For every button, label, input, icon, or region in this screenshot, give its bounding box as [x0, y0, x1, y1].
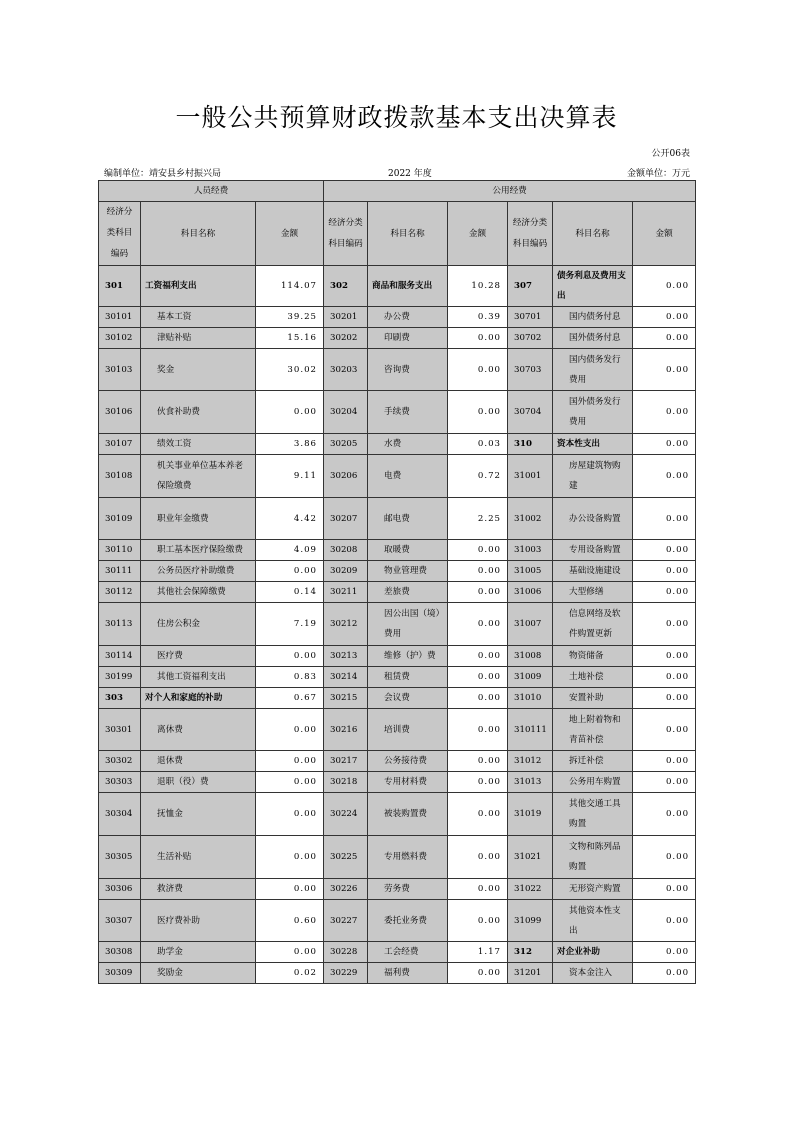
item-code: 31010 — [508, 688, 553, 709]
item-amount: 0.00 — [633, 498, 696, 540]
item-name: 救济费 — [141, 879, 256, 900]
item-name: 其他工资福利支出 — [141, 667, 256, 688]
item-name: 住房公积金 — [141, 603, 256, 646]
item-amount: 3.86 — [256, 434, 324, 455]
item-amount: 0.00 — [633, 772, 696, 793]
item-name: 国内债务付息 — [553, 307, 633, 328]
item-name: 委托业务费 — [368, 900, 448, 942]
item-name: 职业年金缴费 — [141, 498, 256, 540]
item-name: 奖金 — [141, 349, 256, 391]
item-code: 31006 — [508, 582, 553, 603]
item-code: 31002 — [508, 498, 553, 540]
header-amount: 金额 — [633, 202, 696, 266]
item-name: 咨询费 — [368, 349, 448, 391]
item-code: 31022 — [508, 879, 553, 900]
item-amount: 0.00 — [256, 942, 324, 963]
item-name: 维修（护）费 — [368, 646, 448, 667]
item-amount: 0.00 — [633, 561, 696, 582]
item-name: 其他资本性支出 — [553, 900, 633, 942]
item-name: 退休费 — [141, 751, 256, 772]
item-amount: 0.00 — [256, 772, 324, 793]
item-code: 31008 — [508, 646, 553, 667]
item-name: 职工基本医疗保险缴费 — [141, 540, 256, 561]
item-amount: 114.07 — [256, 266, 324, 307]
item-amount: 0.00 — [448, 793, 508, 836]
item-code: 30199 — [99, 667, 141, 688]
table-row — [99, 455, 696, 498]
item-amount: 0.00 — [633, 836, 696, 879]
item-code: 30113 — [99, 603, 141, 646]
item-amount: 30.02 — [256, 349, 324, 391]
item-name: 水费 — [368, 434, 448, 455]
item-code: 30109 — [99, 498, 141, 540]
table-row — [99, 772, 696, 793]
item-name: 安置补助 — [553, 688, 633, 709]
item-code: 30110 — [99, 540, 141, 561]
item-code: 30102 — [99, 328, 141, 349]
header-code: 经济分类科目编码 — [324, 202, 368, 266]
item-amount: 0.00 — [448, 349, 508, 391]
item-amount: 0.00 — [448, 561, 508, 582]
item-amount: 0.00 — [633, 434, 696, 455]
header-name: 科目名称 — [141, 202, 256, 266]
item-code: 30702 — [508, 328, 553, 349]
item-amount: 0.00 — [633, 540, 696, 561]
item-code: 30303 — [99, 772, 141, 793]
table-row — [99, 793, 696, 836]
item-name: 退职（役）费 — [141, 772, 256, 793]
item-amount: 39.25 — [256, 307, 324, 328]
item-name: 差旅费 — [368, 582, 448, 603]
item-amount: 0.00 — [633, 349, 696, 391]
item-amount: 0.00 — [256, 646, 324, 667]
item-amount: 0.00 — [633, 646, 696, 667]
item-name: 房屋建筑物购建 — [553, 455, 633, 498]
item-amount: 9.11 — [256, 455, 324, 498]
item-code: 310111 — [508, 709, 553, 751]
item-name: 医疗费 — [141, 646, 256, 667]
item-amount: 0.67 — [256, 688, 324, 709]
item-name: 地上附着物和青苗补偿 — [553, 709, 633, 751]
item-amount: 0.00 — [633, 603, 696, 646]
header-amount: 金额 — [256, 202, 324, 266]
item-name: 工会经费 — [368, 942, 448, 963]
item-amount: 0.00 — [448, 879, 508, 900]
item-code: 30201 — [324, 307, 368, 328]
item-amount: 0.00 — [256, 391, 324, 434]
item-code: 30305 — [99, 836, 141, 879]
item-amount: 0.00 — [448, 328, 508, 349]
item-amount: 0.00 — [633, 793, 696, 836]
item-code: 30229 — [324, 963, 368, 984]
table-row — [99, 646, 696, 667]
item-code: 30106 — [99, 391, 141, 434]
item-code: 30704 — [508, 391, 553, 434]
item-code: 30209 — [324, 561, 368, 582]
item-code: 31005 — [508, 561, 553, 582]
item-name: 取暖费 — [368, 540, 448, 561]
item-amount: 0.00 — [633, 667, 696, 688]
item-code: 312 — [508, 942, 553, 963]
item-name: 物业管理费 — [368, 561, 448, 582]
item-code: 30112 — [99, 582, 141, 603]
item-name: 抚恤金 — [141, 793, 256, 836]
item-name: 公务员医疗补助缴费 — [141, 561, 256, 582]
item-name: 其他社会保障缴费 — [141, 582, 256, 603]
item-code: 30204 — [324, 391, 368, 434]
column-header-row — [99, 202, 696, 266]
item-name: 土地补偿 — [553, 667, 633, 688]
item-code: 30211 — [324, 582, 368, 603]
item-code: 30306 — [99, 879, 141, 900]
table-row — [99, 603, 696, 646]
item-name: 资本金注入 — [553, 963, 633, 984]
item-code: 30107 — [99, 434, 141, 455]
item-amount: 0.00 — [448, 963, 508, 984]
item-amount: 0.00 — [633, 266, 696, 307]
item-amount: 0.00 — [256, 836, 324, 879]
item-amount: 0.00 — [448, 540, 508, 561]
item-amount: 0.00 — [633, 328, 696, 349]
item-name: 国外债务发行费用 — [553, 391, 633, 434]
item-amount: 0.00 — [256, 751, 324, 772]
table-row — [99, 751, 696, 772]
item-code: 30103 — [99, 349, 141, 391]
item-code: 30207 — [324, 498, 368, 540]
item-code: 30307 — [99, 900, 141, 942]
item-code: 30701 — [508, 307, 553, 328]
table-row — [99, 540, 696, 561]
item-code: 303 — [99, 688, 141, 709]
item-amount: 0.00 — [448, 582, 508, 603]
item-amount: 0.00 — [448, 688, 508, 709]
item-code: 30703 — [508, 349, 553, 391]
item-amount: 0.02 — [256, 963, 324, 984]
item-name: 被装购置费 — [368, 793, 448, 836]
table-row — [99, 709, 696, 751]
item-amount: 1.17 — [448, 942, 508, 963]
item-amount: 0.00 — [633, 879, 696, 900]
item-code: 31009 — [508, 667, 553, 688]
item-code: 302 — [324, 266, 368, 307]
item-amount: 0.14 — [256, 582, 324, 603]
item-amount: 0.00 — [448, 900, 508, 942]
item-code: 310 — [508, 434, 553, 455]
table-row — [99, 434, 696, 455]
item-amount: 0.00 — [633, 751, 696, 772]
item-amount: 0.00 — [633, 942, 696, 963]
header-name: 科目名称 — [553, 202, 633, 266]
item-amount: 0.00 — [633, 900, 696, 942]
table-row — [99, 942, 696, 963]
item-amount: 0.00 — [256, 709, 324, 751]
item-name: 基础设施建设 — [553, 561, 633, 582]
unit-label: 金额单位：万元 — [626, 169, 690, 179]
item-amount: 0.00 — [448, 772, 508, 793]
item-code: 30227 — [324, 900, 368, 942]
item-amount: 0.00 — [448, 391, 508, 434]
item-amount: 2.25 — [448, 498, 508, 540]
item-name: 手续费 — [368, 391, 448, 434]
item-code: 30214 — [324, 667, 368, 688]
item-name: 公务接待费 — [368, 751, 448, 772]
section-header-row — [99, 181, 696, 202]
item-amount: 0.00 — [448, 667, 508, 688]
item-code: 30114 — [99, 646, 141, 667]
item-name: 拆迁补偿 — [553, 751, 633, 772]
item-amount: 0.00 — [448, 709, 508, 751]
header-code: 经济分类科目编码 — [508, 202, 553, 266]
item-amount: 0.00 — [448, 603, 508, 646]
item-code: 30202 — [324, 328, 368, 349]
item-code: 30205 — [324, 434, 368, 455]
item-name: 邮电费 — [368, 498, 448, 540]
item-amount: 0.00 — [633, 391, 696, 434]
item-amount: 0.72 — [448, 455, 508, 498]
item-amount: 7.19 — [256, 603, 324, 646]
item-code: 30111 — [99, 561, 141, 582]
table-row — [99, 498, 696, 540]
item-name: 商品和服务支出 — [368, 266, 448, 307]
expenditure-table — [98, 180, 696, 984]
item-code: 30224 — [324, 793, 368, 836]
header-amount: 金额 — [448, 202, 508, 266]
item-code: 31001 — [508, 455, 553, 498]
item-amount: 0.00 — [633, 582, 696, 603]
table-row — [99, 582, 696, 603]
table-row — [99, 266, 696, 307]
item-amount: 0.00 — [448, 646, 508, 667]
item-amount: 4.42 — [256, 498, 324, 540]
item-name: 津贴补贴 — [141, 328, 256, 349]
item-code: 30301 — [99, 709, 141, 751]
item-code: 30101 — [99, 307, 141, 328]
table-row — [99, 836, 696, 879]
item-name: 文物和陈列品购置 — [553, 836, 633, 879]
item-name: 对企业补助 — [553, 942, 633, 963]
item-code: 31003 — [508, 540, 553, 561]
item-name: 会议费 — [368, 688, 448, 709]
item-code: 31007 — [508, 603, 553, 646]
item-name: 电费 — [368, 455, 448, 498]
item-code: 30206 — [324, 455, 368, 498]
header-name: 科目名称 — [368, 202, 448, 266]
item-name: 劳务费 — [368, 879, 448, 900]
table-row — [99, 879, 696, 900]
item-name: 生活补贴 — [141, 836, 256, 879]
item-code: 30302 — [99, 751, 141, 772]
item-name: 租赁费 — [368, 667, 448, 688]
table-row — [99, 900, 696, 942]
table-row — [99, 307, 696, 328]
table-row — [99, 391, 696, 434]
item-code: 30203 — [324, 349, 368, 391]
item-amount: 15.16 — [256, 328, 324, 349]
item-amount: 0.00 — [448, 751, 508, 772]
section-public: 公用经费 — [324, 181, 696, 202]
item-name: 培训费 — [368, 709, 448, 751]
item-name: 福利费 — [368, 963, 448, 984]
table-row — [99, 328, 696, 349]
item-name: 债务利息及费用支出 — [553, 266, 633, 307]
item-code: 30216 — [324, 709, 368, 751]
item-code: 30208 — [324, 540, 368, 561]
header-code: 经济分类科目编码 — [99, 202, 141, 266]
item-name: 大型修缮 — [553, 582, 633, 603]
item-name: 国内债务发行费用 — [553, 349, 633, 391]
item-amount: 0.00 — [448, 836, 508, 879]
item-amount: 0.00 — [256, 879, 324, 900]
item-name: 伙食补助费 — [141, 391, 256, 434]
item-code: 307 — [508, 266, 553, 307]
item-code: 30108 — [99, 455, 141, 498]
item-code: 31019 — [508, 793, 553, 836]
item-name: 物资储备 — [553, 646, 633, 667]
item-amount: 0.39 — [448, 307, 508, 328]
item-code: 30218 — [324, 772, 368, 793]
item-code: 30304 — [99, 793, 141, 836]
item-name: 办公费 — [368, 307, 448, 328]
item-amount: 0.00 — [633, 307, 696, 328]
item-name: 公务用车购置 — [553, 772, 633, 793]
table-row — [99, 688, 696, 709]
table-row — [99, 561, 696, 582]
item-amount: 0.03 — [448, 434, 508, 455]
item-amount: 4.09 — [256, 540, 324, 561]
item-name: 奖励金 — [141, 963, 256, 984]
table-row — [99, 667, 696, 688]
item-code: 31099 — [508, 900, 553, 942]
year-label: 2022 年度 — [388, 169, 432, 179]
item-code: 31021 — [508, 836, 553, 879]
item-name: 基本工资 — [141, 307, 256, 328]
item-code: 30228 — [324, 942, 368, 963]
section-personnel: 人员经费 — [99, 181, 324, 202]
item-amount: 0.00 — [633, 688, 696, 709]
form-number: 公开06表 — [651, 149, 690, 159]
item-name: 离休费 — [141, 709, 256, 751]
item-name: 办公设备购置 — [553, 498, 633, 540]
item-code: 301 — [99, 266, 141, 307]
item-name: 医疗费补助 — [141, 900, 256, 942]
item-code: 31013 — [508, 772, 553, 793]
page-title: 一般公共预算财政拨款基本支出决算表 — [175, 103, 618, 132]
item-name: 专用材料费 — [368, 772, 448, 793]
item-name: 绩效工资 — [141, 434, 256, 455]
item-amount: 10.28 — [448, 266, 508, 307]
item-name: 专用设备购置 — [553, 540, 633, 561]
item-code: 30225 — [324, 836, 368, 879]
item-name: 资本性支出 — [553, 434, 633, 455]
item-amount: 0.00 — [633, 455, 696, 498]
item-name: 国外债务付息 — [553, 328, 633, 349]
item-code: 30213 — [324, 646, 368, 667]
item-amount: 0.83 — [256, 667, 324, 688]
item-name: 印刷费 — [368, 328, 448, 349]
item-code: 30217 — [324, 751, 368, 772]
item-name: 工资福利支出 — [141, 266, 256, 307]
item-code: 30226 — [324, 879, 368, 900]
item-name: 对个人和家庭的补助 — [141, 688, 256, 709]
item-code: 30309 — [99, 963, 141, 984]
item-amount: 0.00 — [633, 963, 696, 984]
item-amount: 0.00 — [256, 561, 324, 582]
item-code: 30215 — [324, 688, 368, 709]
item-name: 因公出国（境）费用 — [368, 603, 448, 646]
item-name: 其他交通工具购置 — [553, 793, 633, 836]
item-name: 助学金 — [141, 942, 256, 963]
table-row — [99, 963, 696, 984]
item-name: 专用燃料费 — [368, 836, 448, 879]
item-code: 30212 — [324, 603, 368, 646]
item-amount: 0.00 — [256, 793, 324, 836]
item-name: 信息网络及软件购置更新 — [553, 603, 633, 646]
item-amount: 0.00 — [633, 709, 696, 751]
item-code: 30308 — [99, 942, 141, 963]
item-code: 31012 — [508, 751, 553, 772]
item-code: 31201 — [508, 963, 553, 984]
item-amount: 0.60 — [256, 900, 324, 942]
table-row — [99, 349, 696, 391]
item-name: 无形资产购置 — [553, 879, 633, 900]
organization-label: 编制单位：靖安县乡村振兴局 — [104, 169, 222, 179]
item-name: 机关事业单位基本养老保险缴费 — [141, 455, 256, 498]
